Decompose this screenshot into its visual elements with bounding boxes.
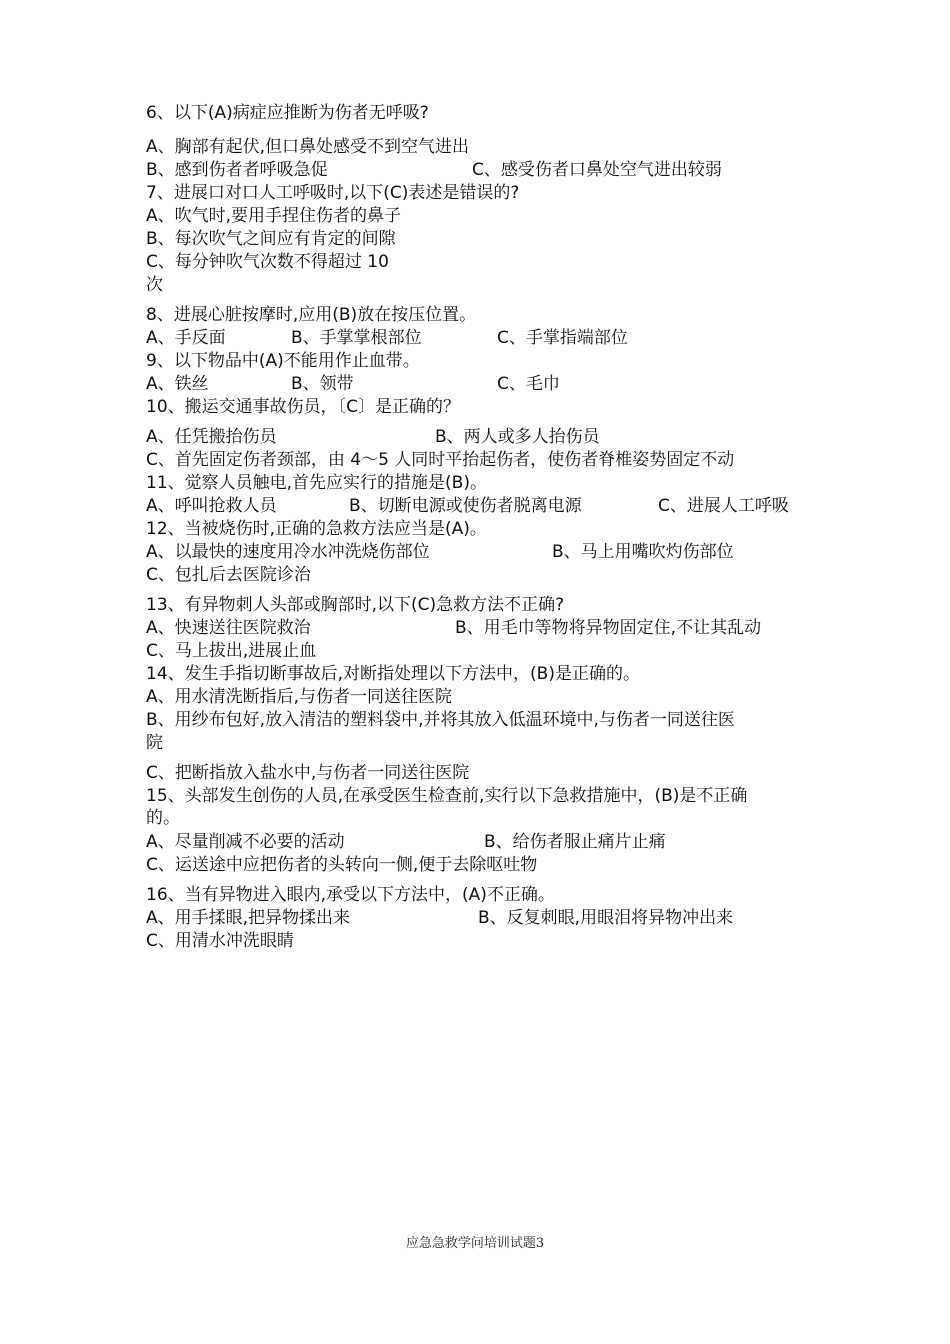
question-9-stem: 9、以下物品中(A)不能用作止血带。 bbox=[146, 351, 420, 371]
question-12-option-b: B、马上用嘴吹灼伤部位 bbox=[552, 542, 734, 562]
question-15-option-b: B、给伤者服止痛片止痛 bbox=[484, 832, 666, 852]
question-15-stem: 15、头部发生创伤的人员,在承受医生检查前,实行以下急救措施中，(B)是不正确 bbox=[146, 786, 748, 806]
question-9-option-a: A、铁丝 bbox=[146, 374, 209, 394]
question-15-stem-wrap: 的。 bbox=[146, 808, 180, 828]
question-14-option-b: B、用纱布包好,放入清洁的塑料袋中,并将其放入低温环境中,与伤者一同送往医 bbox=[146, 710, 735, 730]
question-8-option-b: B、手掌掌根部位 bbox=[291, 328, 422, 348]
question-6-option-b: B、感到伤者者呼吸急促 bbox=[146, 160, 328, 180]
question-16-option-a: A、用手揉眼,把异物揉出来 bbox=[146, 908, 351, 928]
question-16-option-b: B、反复刺眼,用眼泪将异物冲出来 bbox=[478, 908, 734, 928]
question-13-option-a: A、快速送往医院救治 bbox=[146, 618, 311, 638]
question-13-option-c: C、马上拔出,进展止血 bbox=[146, 641, 317, 661]
question-10-option-b: B、两人或多人抬伤员 bbox=[435, 427, 600, 447]
question-7-option-a: A、吹气时,要用手捏住伤者的鼻子 bbox=[146, 206, 402, 226]
question-7-option-c: C、每分钟吹气次数不得超过 10 bbox=[146, 252, 389, 272]
question-9-option-c: C、毛巾 bbox=[497, 374, 560, 394]
question-6-stem: 6、以下(A)病症应推断为伤者无呼吸? bbox=[146, 103, 429, 123]
question-16-stem: 16、当有异物进入眼内,承受以下方法中，(A)不正确。 bbox=[146, 885, 555, 905]
question-14-option-a: A、用水清洗断指后,与伤者一同送往医院 bbox=[146, 687, 453, 707]
question-11-option-c: C、进展人工呼吸 bbox=[658, 496, 789, 516]
question-14-option-c: C、把断指放入盐水中,与伤者一同送往医院 bbox=[146, 763, 470, 783]
page-footer: 应急急救学问培训试题3 bbox=[405, 1236, 545, 1251]
question-13-stem: 13、有异物刺人头部或胸部时,以下(C)急救方法不正确? bbox=[146, 595, 565, 615]
question-6-option-a: A、胸部有起伏,但口鼻处感受不到空气进出 bbox=[146, 137, 470, 157]
question-8-option-c: C、手掌指端部位 bbox=[497, 328, 628, 348]
question-11-stem: 11、觉察人员触电,首先应实行的措施是(B)。 bbox=[146, 473, 487, 493]
question-14-stem: 14、发生手指切断事故后,对断指处理以下方法中，(B)是正确的。 bbox=[146, 664, 640, 684]
question-10-option-c: C、首先固定伤者颈部，由 4～5 人同时平抬起伤者，使伤者脊椎姿势固定不动 bbox=[146, 450, 735, 470]
question-10-stem: 10、搬运交通事故伤员，〔C〕是正确的？ bbox=[146, 397, 461, 417]
question-11-option-b: B、切断电源或使伤者脱离电源 bbox=[349, 496, 582, 516]
question-12-option-a: A、以最快的速度用冷水冲洗烧伤部位 bbox=[146, 542, 430, 562]
question-6-option-c: C、感受伤者口鼻处空气进出较弱 bbox=[472, 160, 722, 180]
question-16-option-c: C、用清水冲洗眼睛 bbox=[146, 931, 294, 951]
question-12-option-c: C、包扎后去医院诊治 bbox=[146, 565, 311, 585]
question-12-stem: 12、当被烧伤时,正确的急救方法应当是(A)。 bbox=[146, 519, 487, 539]
question-9-option-b: B、领带 bbox=[291, 374, 354, 394]
question-7-option-b: B、每次吹气之间应有肯定的间隙 bbox=[146, 229, 396, 249]
question-14-option-b-wrap: 院 bbox=[146, 733, 163, 753]
question-13-option-b: B、用毛巾等物将异物固定住,不让其乱动 bbox=[455, 618, 762, 638]
question-10-option-a: A、任凭搬抬伤员 bbox=[146, 427, 277, 447]
question-11-option-a: A、呼叫抢救人员 bbox=[146, 496, 277, 516]
question-8-option-a: A、手反面 bbox=[146, 328, 226, 348]
question-7-stem: 7、进展口对口人工呼吸时,以下(C)表述是错误的? bbox=[146, 183, 520, 203]
question-15-option-c: C、运送途中应把伤者的头转向一侧,便于去除呕吐物 bbox=[146, 855, 538, 875]
question-8-stem: 8、进展心脏按摩时,应用(B)放在按压位置。 bbox=[146, 305, 477, 325]
question-7-option-c-wrap: 次 bbox=[146, 275, 163, 295]
question-15-option-a: A、尽量削减不必要的活动 bbox=[146, 832, 345, 852]
